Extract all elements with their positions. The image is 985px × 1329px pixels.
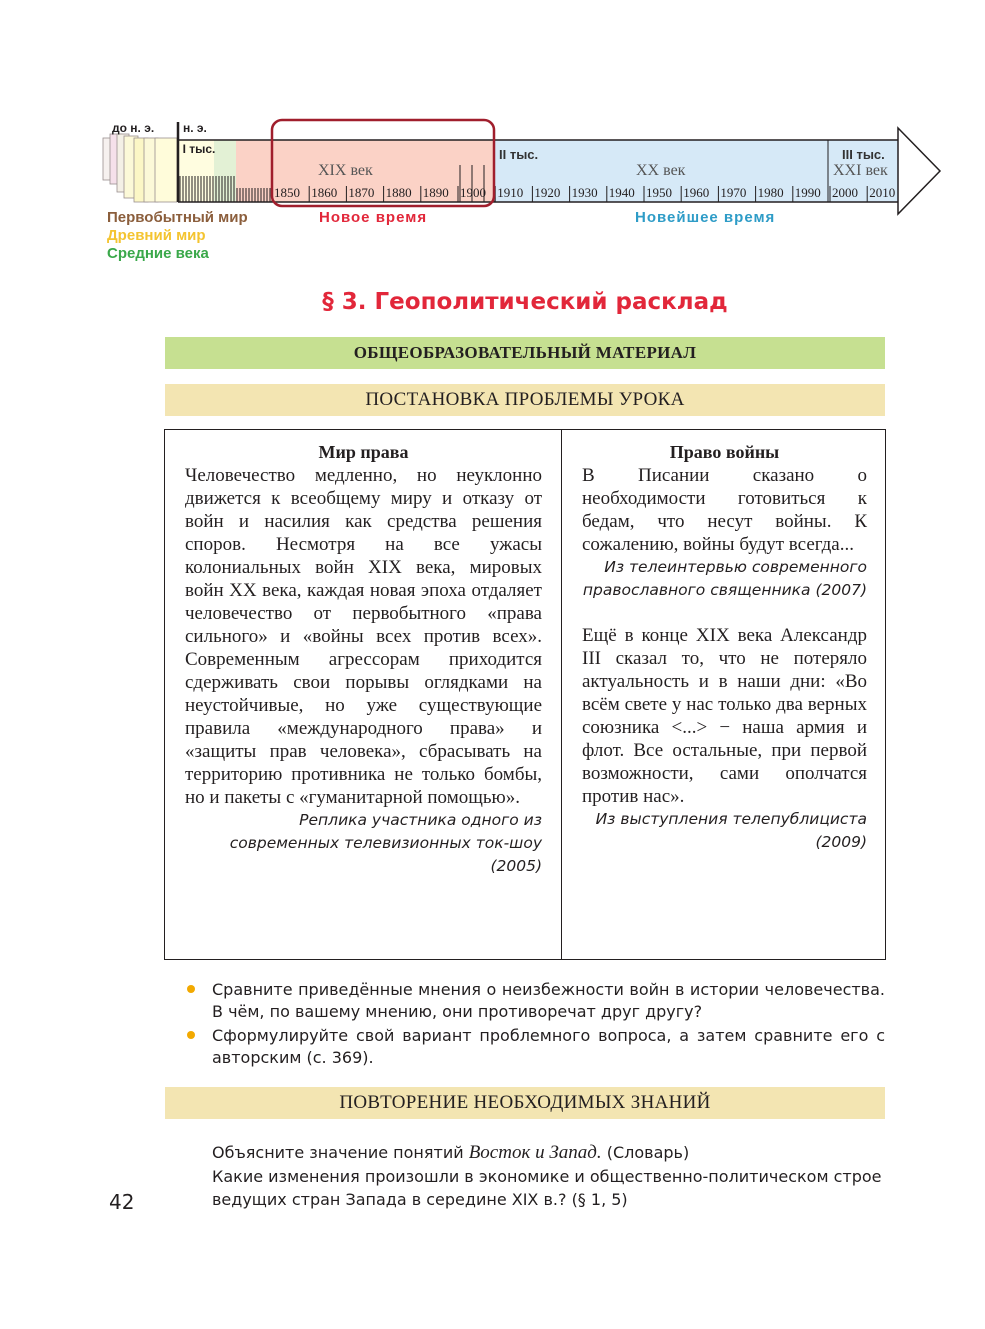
bullet-icon	[187, 1031, 195, 1039]
legend-ancient: Древний мир	[107, 227, 206, 244]
right-column	[582, 441, 867, 854]
question-1: Сравните приведённые мнения о неизбежности войн в истории человечества. В чём, по вашему мнению, они противоречат друг другу?	[212, 980, 885, 1021]
decade-label: 1910	[497, 185, 524, 200]
column-divider	[561, 430, 562, 959]
legend-medieval: Средние века	[107, 245, 209, 262]
decade-label: 1970	[720, 185, 747, 200]
right-column-source-1: Из телеинтервью современного православного священника (2007)	[582, 558, 867, 599]
decade-label: 2010	[869, 185, 896, 200]
century-20-label: XX век	[636, 162, 686, 179]
review-line-2: Какие изменения произошли в экономике и общественно-политическом строе ведущих стран Запада в середине XIX в.? (§ 1, 5)	[212, 1167, 882, 1209]
decade-label: 2000	[832, 185, 858, 200]
right-column-title: Право войны	[669, 442, 780, 462]
era-ad-label: н. э.	[183, 121, 207, 135]
review-line-1-prefix: Объясните значение понятий	[212, 1143, 469, 1162]
decade-label: 1930	[571, 185, 598, 200]
decade-label: 1900	[460, 185, 486, 200]
millennium-3-label: III тыс.	[842, 147, 885, 162]
decade-label: 1990	[794, 185, 821, 200]
decade-label: 1960	[683, 185, 710, 200]
millennium-1-label: I тыс.	[182, 142, 216, 156]
decade-label: 1890	[422, 185, 449, 200]
review-terms: Восток и Запад.	[468, 1142, 602, 1163]
page-number: 42	[109, 1190, 135, 1214]
bullet-icon	[187, 985, 195, 993]
opinions-table	[164, 429, 886, 960]
legend-contemporary: Новейшее время	[635, 209, 776, 226]
legend-prehistoric: Первобытный мир	[107, 209, 248, 226]
decade-label: 1920	[534, 185, 561, 200]
century-19-label: XIX век	[318, 162, 373, 179]
review-line-1	[212, 1141, 892, 1164]
question-2: Сформулируйте свой вариант проблемного вопроса, а затем сравните его с авторским (с. 369).	[212, 1026, 885, 1067]
decade-label: 1950	[646, 185, 672, 200]
decade-label: 1860	[311, 185, 338, 200]
century-21-label: XXI век	[833, 162, 888, 179]
legend-modern: Новое время	[319, 209, 428, 226]
section-title: § 3. Геополитический расклад	[322, 289, 728, 315]
decade-label: 1850	[274, 185, 300, 200]
band-review: ПОВТОРЕНИЕ НЕОБХОДИМЫХ ЗНАНИЙ	[165, 1087, 885, 1119]
decade-label: 1880	[385, 185, 412, 200]
band-general-material: ОБЩЕОБРАЗОВАТЕЛЬНЫЙ МАТЕРИАЛ	[165, 337, 885, 369]
decade-label: 1940	[608, 185, 635, 200]
right-column-source-2: Из выступления телепублициста (2009)	[595, 810, 867, 851]
millennium-2-label: II тыс.	[499, 147, 539, 162]
left-column-body: Человечество медленно, но неуклонно движется к всеобщему миру и отказу от войн и насилия как средства решения споров. Несмотря на все ужасы колониальных войн XIX века, мировых войн XX века, каждая новая эпоха отдаляет человечество от первобытного «права сильного» и «войны всех против всех». Современным агрессорам приходится сдерживать свои порывы оглядками на неустойчивые, но уже существующие правила «международного права» и «защиты прав человека», сбрасывать на территорию противника не только бомбы, но и пакеты с «гуманитарной помощью».	[185, 465, 542, 808]
decade-label: 1980	[757, 185, 784, 200]
right-column-body-2: Ещё в конце XIX века Александр III сказал то, что не потеряло актуальность и в наши дни: «Во всём свете у нас только два верных союзника <...> − наша армия и флот. Все остальные, при первой возможности, сами ополчатся против нас».	[582, 625, 867, 807]
review-line-1-suffix: (Словарь)	[601, 1143, 690, 1162]
decade-label: 1870	[348, 185, 375, 200]
left-column-title: Мир права	[318, 442, 409, 462]
left-column	[185, 441, 542, 878]
era-bc-label: до н. э.	[112, 121, 155, 135]
right-column-body-1: В Писании сказано о необходимости готовиться к бедам, что несут войны. К сожалению, войны будут всегда...	[582, 465, 867, 555]
band-problem: ПОСТАНОВКА ПРОБЛЕМЫ УРОКА	[165, 384, 885, 416]
left-column-source: Реплика участника одного из современных телевизионных ток-шоу (2005)	[229, 811, 542, 875]
